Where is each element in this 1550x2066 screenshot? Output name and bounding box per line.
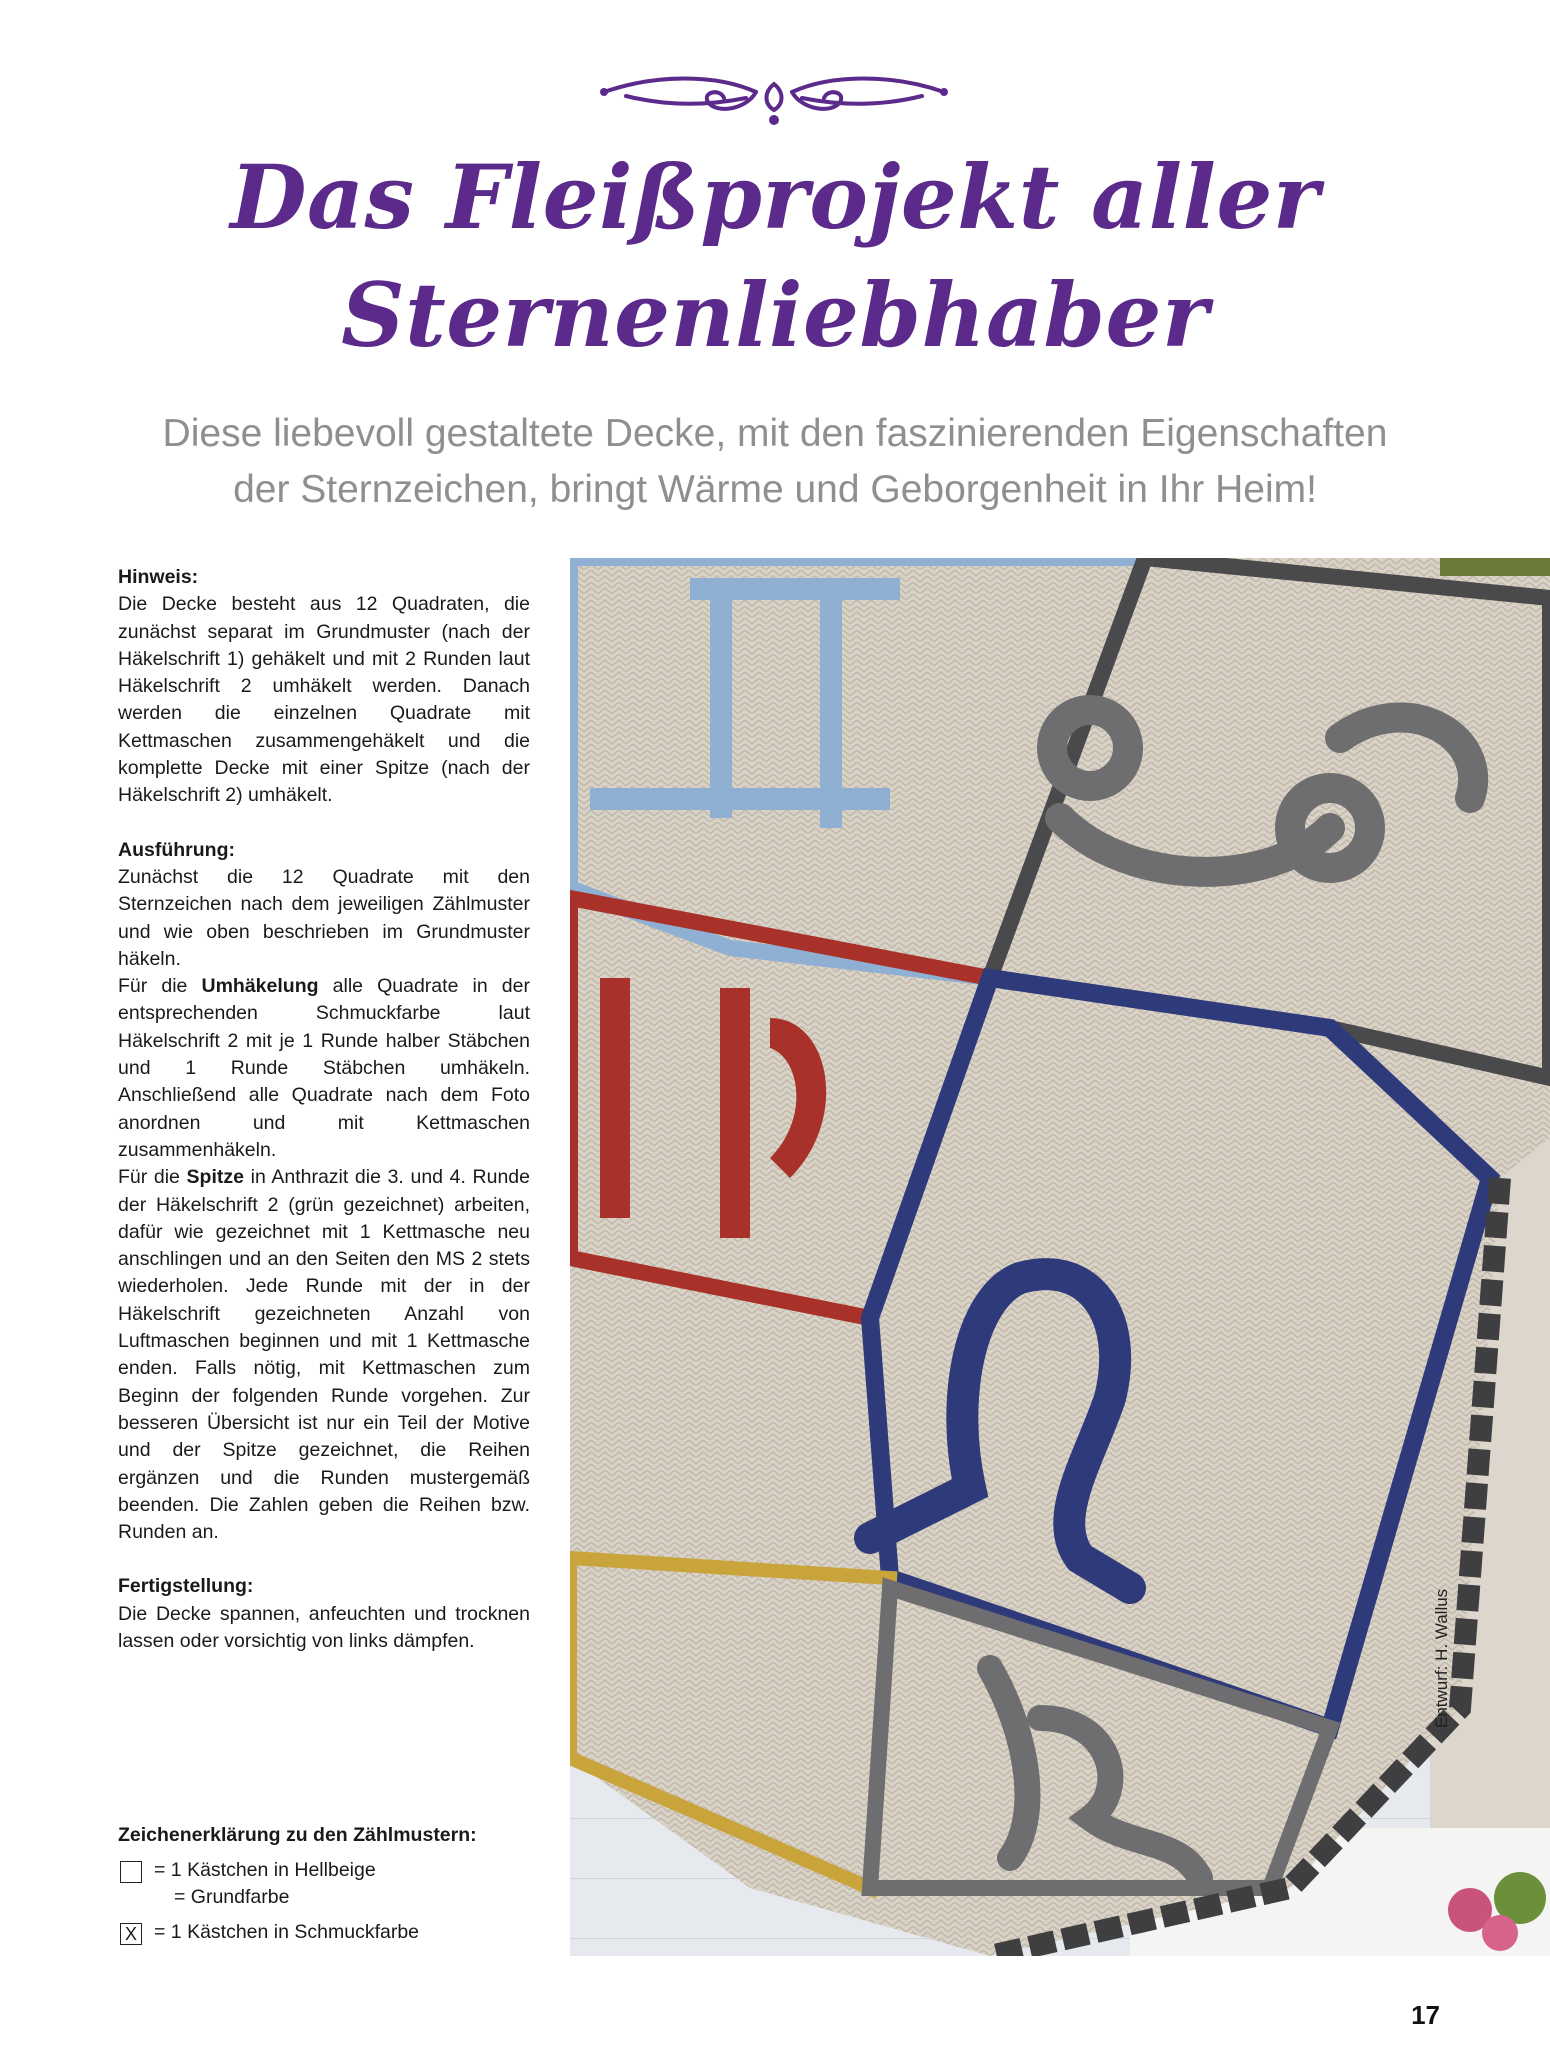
flourish-ornament-icon bbox=[596, 70, 952, 132]
ausfuehrung-paragraph-1: Zunächst die 12 Quadrate mit den Sternzeichen nach dem jeweiligen Zählmuster und wie oben beschrieben im Grundmuster häkeln. bbox=[118, 865, 530, 970]
legend-item-base bbox=[118, 1857, 538, 1911]
subtitle bbox=[100, 406, 1450, 518]
ausfuehrung-p3-post: in Anthrazit die 3. und 4. Runde der Häkelschrift 2 (grün gezeichnet) arbeiten, dafür wie gezeichnet mit 1 Kettmasche neu anschlingen und an den Seiten den MS 2 stets wiederholen. Jede Runde mit der in der Häkelschrift gezeichneten Anzahl von Luftmaschen beginnen und mit 1 Kettmasche enden. Falls nötig, mit Kettmaschen zum Beginn der folgenden Runde vorgehen. Zur besseren Übersicht ist nur ein Teil der Motive und der Spitze gezeichnet, die Reihen ergänzen und die Runden mustergemäß beenden. Die Zahlen geben die Reihen bzw. Runden an. bbox=[118, 1166, 531, 1544]
title-line-1: Das Fleißprojekt aller bbox=[230, 145, 1320, 249]
legend-item-accent bbox=[118, 1919, 538, 1946]
ausfuehrung-text bbox=[118, 864, 530, 1546]
blanket-photo bbox=[570, 558, 1550, 1956]
hinweis-text: Die Decke besteht aus 12 Quadraten, die zunächst separat im Grundmuster (nach der Häkelschrift 1) gehäkelt und mit 2 Runden laut Häkelschrift 2 umhäkelt werden. Danach werden die einzelnen Quadrate mit Kettmaschen zusammengehäkelt und die komplette Decke mit einer Spitze (nach der Häkelschrift 2) umhäkelt. bbox=[118, 593, 530, 807]
spitze-term: Spitze bbox=[186, 1166, 244, 1189]
photo-credit: Entwurf: H. Wallus bbox=[1432, 1588, 1451, 1728]
instructions-column bbox=[118, 564, 530, 1682]
ausfuehrung-p2-post: alle Quadrate in der entsprechenden Schmuckfarbe laut Häkelschrift 2 mit je 1 Runde halber Stäbchen und 1 Runde Stäbchen umhäkeln. Anschließend alle Quadrate nach dem Foto anordnen und mit Kettmaschen zusammenhäkeln. bbox=[118, 975, 530, 1161]
ausfuehrung-p2-pre: Für die bbox=[118, 975, 202, 998]
hinweis-heading: Hinweis: bbox=[118, 566, 199, 588]
title-line-2: Sternenliebhaber bbox=[341, 263, 1209, 367]
legend-item-base-label: = 1 Kästchen in Hellbeige bbox=[154, 1859, 376, 1881]
ausfuehrung-p3-pre: Für die bbox=[118, 1166, 187, 1189]
chart-legend bbox=[118, 1822, 538, 1946]
fertigstellung-heading: Fertigstellung: bbox=[118, 1575, 254, 1598]
ausfuehrung-heading: Ausführung: bbox=[118, 838, 235, 861]
legend-heading: Zeichenerklärung zu den Zählmustern: bbox=[118, 1824, 477, 1846]
legend-item-accent-label: = 1 Kästchen in Schmuckfarbe bbox=[154, 1921, 420, 1943]
subtitle-line-1: Diese liebevoll gestaltete Decke, mit den faszinierenden Eigenschaften bbox=[162, 412, 1388, 455]
subtitle-line-2: der Sternzeichen, bringt Wärme und Geborgenheit in Ihr Heim! bbox=[233, 468, 1317, 511]
umhaekelung-term: Umhäkelung bbox=[201, 975, 319, 998]
fertigstellung-text: Die Decke spannen, anfeuchten und trocknen lassen oder vorsichtig von links dämpfen. bbox=[118, 1602, 530, 1652]
crossed-square-icon: X bbox=[120, 1923, 142, 1945]
legend-item-base-sublabel: = Grundfarbe bbox=[174, 1886, 290, 1908]
page-number: 17 bbox=[1411, 2000, 1440, 2030]
page-title bbox=[0, 138, 1550, 374]
empty-square-icon bbox=[120, 1861, 142, 1883]
